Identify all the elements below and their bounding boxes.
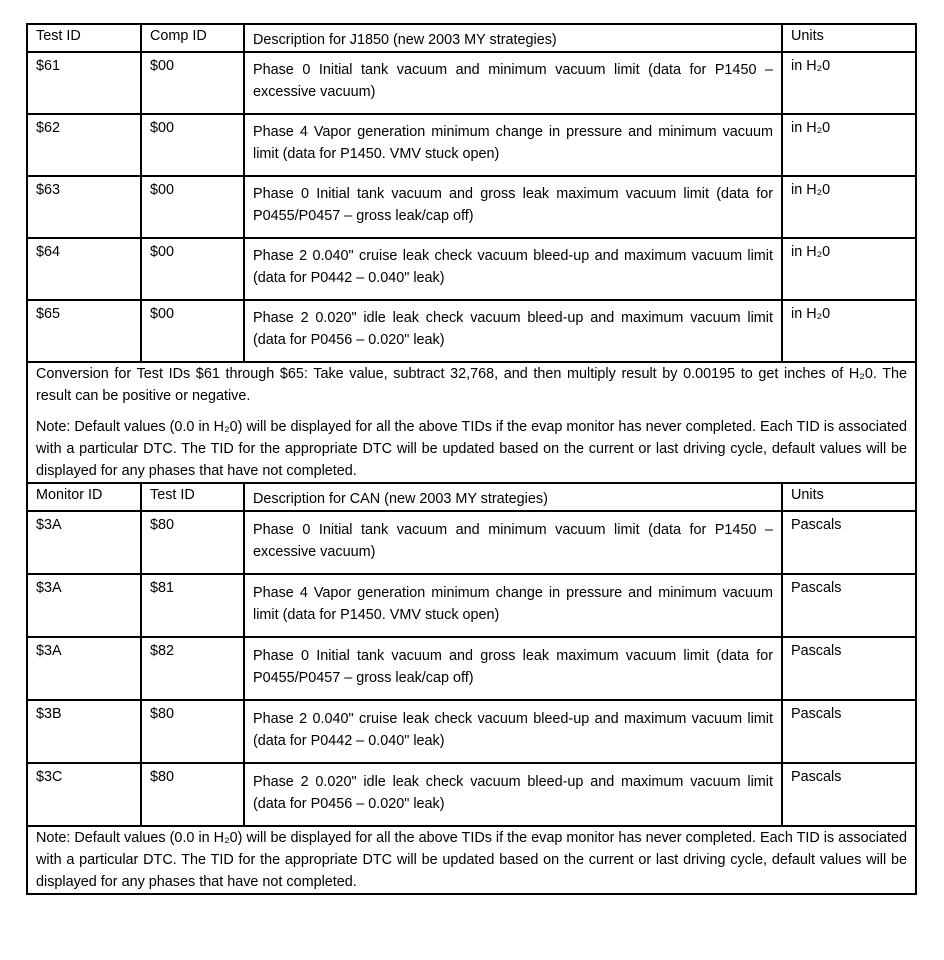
table-row [27,700,916,763]
monitor-id-cell: $3B [27,700,141,763]
units-cell: in H₂0 [782,238,916,300]
can-notes-cell [27,826,916,894]
test-id-cell: $65 [27,300,141,362]
default-values-note: Note: Default values (0.0 in H₂0) will be displayed for all the above TIDs if the evap monitor has never completed. Each TID is associated with a particular DTC. The TID for the appropriate DTC will be updated based on the current or last driving cycle, default values will be displayed for any phases that have not completed. [36,419,907,479]
units-cell: Pascals [782,637,916,700]
test-id-cell: $80 [141,763,244,826]
units-cell: Pascals [782,574,916,637]
table-row [27,511,916,574]
description-cell: Phase 0 Initial tank vacuum and minimum vacuum limit (data for P1450 – excessive vacuum) [244,52,782,114]
test-id-cell: $64 [27,238,141,300]
table-row [27,114,916,176]
table-row [27,176,916,238]
units-cell: Pascals [782,700,916,763]
monitor-id-cell: $3C [27,763,141,826]
table-row [27,238,916,300]
description-cell: Phase 0 Initial tank vacuum and gross leak maximum vacuum limit (data for P0455/P0457 – gross leak/cap off) [244,637,782,700]
units-cell: in H₂0 [782,176,916,238]
header-description-j1850: Description for J1850 (new 2003 MY strategies) [244,24,782,52]
comp-id-cell: $00 [141,114,244,176]
monitor-id-cell: $3A [27,637,141,700]
can-notes-row [27,826,916,894]
comp-id-cell: $00 [141,176,244,238]
j1850-notes-row [27,362,916,483]
test-id-cell: $80 [141,511,244,574]
header-units: Units [782,483,916,511]
comp-id-cell: $00 [141,52,244,114]
header-units: Units [782,24,916,52]
table-row [27,637,916,700]
units-cell: Pascals [782,763,916,826]
table-row [27,763,916,826]
conversion-note: Conversion for Test IDs $61 through $65: Take value, subtract 32,768, and then multiply result by 0.00195 to get inches of H₂0. The result can be positive or negative. [36,366,907,404]
monitor-id-cell: $3A [27,574,141,637]
units-cell: in H₂0 [782,52,916,114]
description-cell: Phase 4 Vapor generation minimum change in pressure and minimum vacuum limit (data for P1450. VMV stuck open) [244,114,782,176]
table-row [27,52,916,114]
test-id-table [26,23,917,895]
description-cell: Phase 0 Initial tank vacuum and gross leak maximum vacuum limit (data for P0455/P0457 – gross leak/cap off) [244,176,782,238]
test-id-cell: $62 [27,114,141,176]
units-cell: in H₂0 [782,114,916,176]
can-header-row [27,483,916,511]
header-comp-id: Comp ID [141,24,244,52]
description-cell: Phase 4 Vapor generation minimum change in pressure and minimum vacuum limit (data for P1450. VMV stuck open) [244,574,782,637]
header-test-id: Test ID [141,483,244,511]
comp-id-cell: $00 [141,238,244,300]
description-cell: Phase 2 0.040" cruise leak check vacuum bleed-up and maximum vacuum limit (data for P0442 – 0.040" leak) [244,238,782,300]
test-id-cell: $81 [141,574,244,637]
header-monitor-id: Monitor ID [27,483,141,511]
comp-id-cell: $00 [141,300,244,362]
description-cell: Phase 2 0.020" idle leak check vacuum bleed-up and maximum vacuum limit (data for P0456 – 0.020" leak) [244,300,782,362]
test-id-cell: $63 [27,176,141,238]
monitor-id-cell: $3A [27,511,141,574]
test-id-cell: $82 [141,637,244,700]
header-test-id: Test ID [27,24,141,52]
units-cell: in H₂0 [782,300,916,362]
units-cell: Pascals [782,511,916,574]
test-id-cell: $80 [141,700,244,763]
table-row [27,574,916,637]
header-description-can: Description for CAN (new 2003 MY strategies) [244,483,782,511]
table-row [27,300,916,362]
test-id-cell: $61 [27,52,141,114]
description-cell: Phase 2 0.020" idle leak check vacuum bleed-up and maximum vacuum limit (data for P0456 – 0.020" leak) [244,763,782,826]
description-cell: Phase 2 0.040" cruise leak check vacuum bleed-up and maximum vacuum limit (data for P0442 – 0.040" leak) [244,700,782,763]
j1850-notes-cell [27,362,916,483]
j1850-header-row [27,24,916,52]
description-cell: Phase 0 Initial tank vacuum and minimum vacuum limit (data for P1450 – excessive vacuum) [244,511,782,574]
default-values-note: Note: Default values (0.0 in H₂0) will be displayed for all the above TIDs if the evap monitor has never completed. Each TID is associated with a particular DTC. The TID for the appropriate DTC will be updated based on the current or last driving cycle, default values will be displayed for any phases that have not completed. [36,830,907,890]
